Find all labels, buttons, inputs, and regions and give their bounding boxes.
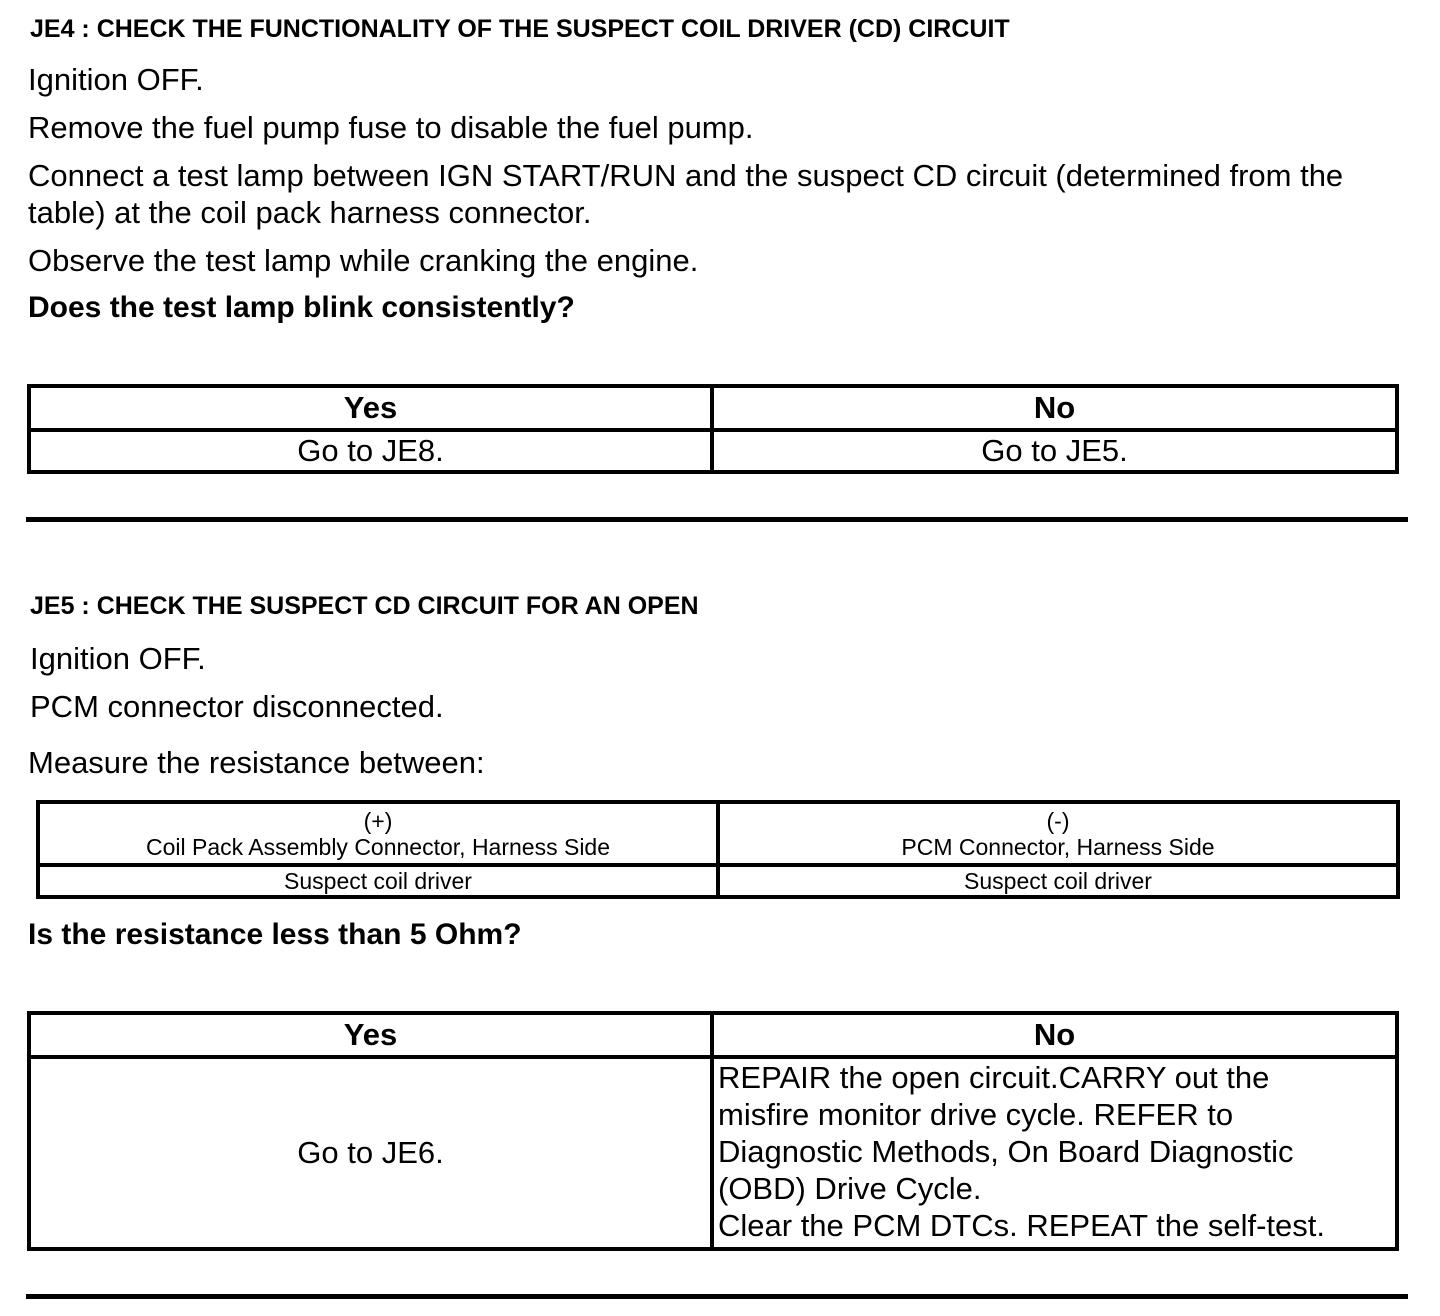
negative-pin-value: Suspect coil driver xyxy=(718,865,1398,897)
section-divider-bottom xyxy=(26,1294,1408,1299)
je5-no-action xyxy=(712,1057,1397,1249)
positive-pin-value: Suspect coil driver xyxy=(38,865,718,897)
negative-sign: (-) xyxy=(1046,807,1070,834)
je4-yes-action: Go to JE8. xyxy=(29,430,712,472)
negative-connector-label: PCM Connector, Harness Side xyxy=(901,833,1215,860)
je4-no-header: No xyxy=(712,386,1397,430)
je5-result-table xyxy=(27,1011,1399,1251)
je5-yes-action: Go to JE6. xyxy=(29,1057,712,1249)
je4-result-table xyxy=(27,384,1399,474)
je5-no-action-line: misfire monitor drive cycle. REFER to xyxy=(718,1097,1234,1132)
je5-measure-intro: Measure the resistance between: xyxy=(28,745,485,780)
je4-step-4: Observe the test lamp while cranking the engine. xyxy=(28,243,699,278)
je5-yes-header: Yes xyxy=(29,1013,712,1057)
je5-no-header: No xyxy=(712,1013,1397,1057)
je5-no-action-line: REPAIR the open circuit.CARRY out the xyxy=(718,1060,1270,1095)
je5-step-1: Ignition OFF. xyxy=(30,641,206,676)
je4-step-1: Ignition OFF. xyxy=(28,62,204,97)
je5-step-2: PCM connector disconnected. xyxy=(30,689,444,724)
je4-question: Does the test lamp blink consistently? xyxy=(28,291,575,324)
je4-step-2: Remove the fuel pump fuse to disable the fuel pump. xyxy=(28,110,754,145)
je4-step-3: Connect a test lamp between IGN START/RUN and the suspect CD circuit (determined from the table) at the coil pack harness connector. xyxy=(28,158,1344,230)
je4-no-action: Go to JE5. xyxy=(712,430,1397,472)
positive-connector-label: Coil Pack Assembly Connector, Harness Side xyxy=(145,833,611,860)
je5-heading: JE5 : CHECK THE SUSPECT CD CIRCUIT FOR AN OPEN xyxy=(30,592,699,620)
section-divider xyxy=(26,517,1408,522)
je5-no-action-line: Diagnostic Methods, On Board Diagnostic xyxy=(718,1134,1294,1169)
je4-heading: JE4 : CHECK THE FUNCTIONALITY OF THE SUSPECT COIL DRIVER (CD) CIRCUIT xyxy=(30,15,1010,43)
positive-sign: (+) xyxy=(363,807,393,834)
negative-probe-header xyxy=(718,802,1398,865)
je5-no-action-line: Clear the PCM DTCs. REPEAT the self-test. xyxy=(718,1208,1325,1243)
je5-question: Is the resistance less than 5 Ohm? xyxy=(28,918,522,951)
je4-yes-header: Yes xyxy=(29,386,712,430)
je5-no-action-line: (OBD) Drive Cycle. xyxy=(718,1171,982,1206)
je5-measure-table xyxy=(36,800,1400,899)
positive-probe-header xyxy=(38,802,718,865)
